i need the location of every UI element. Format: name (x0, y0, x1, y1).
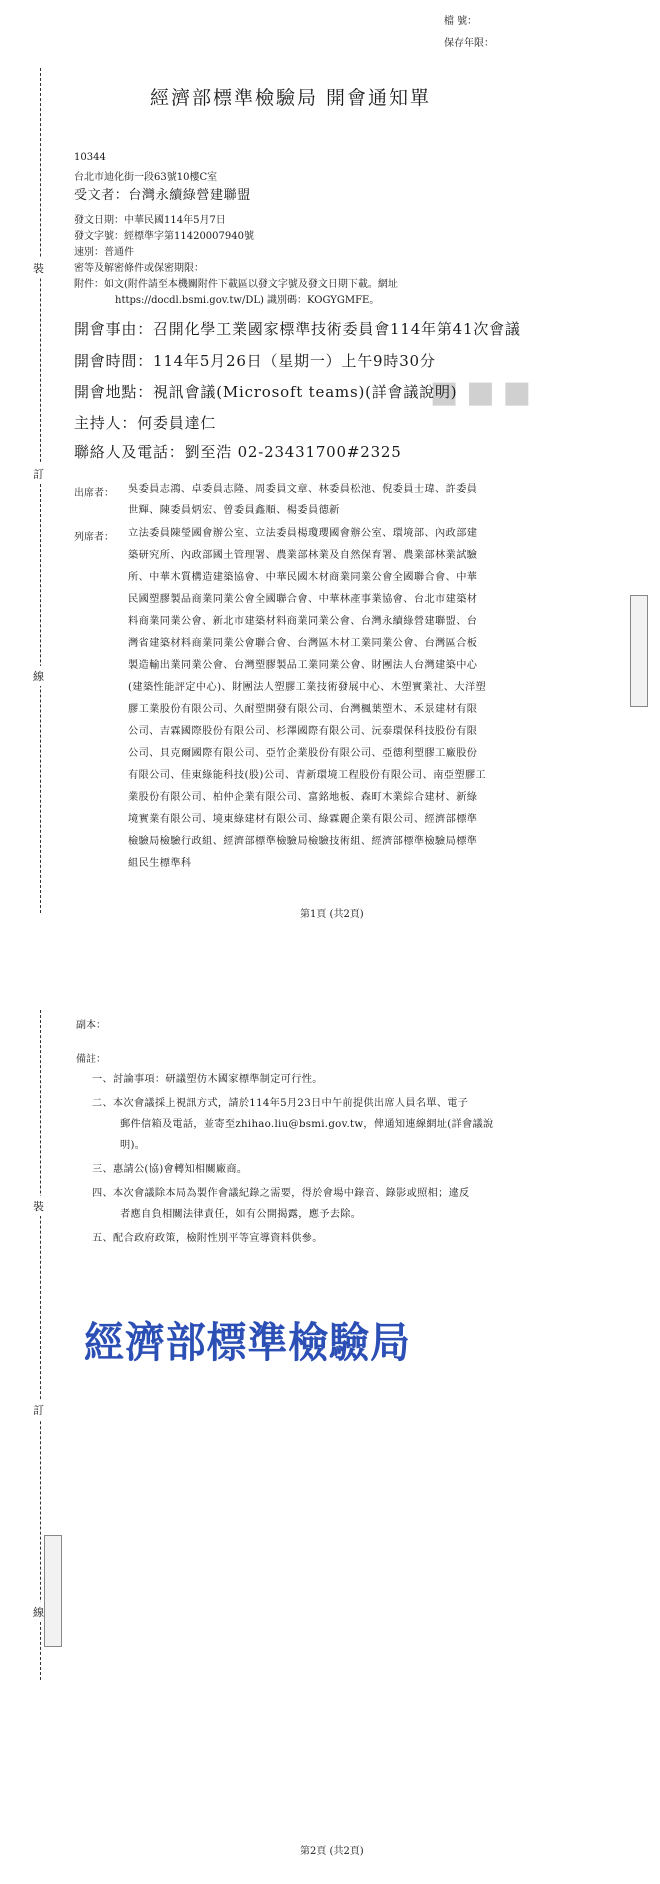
observers-line: 灣省建築材料商業同業公會聯合會、台灣區木材工業同業公會、台灣區合板 (128, 638, 478, 649)
note-item: 五、配合政府政策，檢附性別平等宣導資料供參。 (92, 1233, 323, 1244)
observers-line: 業股份有限公司、柏仲企業有限公司、富銘地板、森町木業綜合建材、新綠 (128, 792, 478, 803)
observers-line: 公司、貝克爾國際有限公司、亞竹企業股份有限公司、亞德利塑膠工廠股份 (128, 748, 478, 759)
issue-date: 發文日期：中華民國114年5月7日 (74, 215, 226, 226)
page1-number: 第1頁 (共2頁) (300, 909, 364, 920)
note-item-cont: 者應自負相關法律責任，如有公開揭露，應予去除。 (120, 1209, 362, 1220)
page2-number: 第2頁 (共2頁) (300, 1846, 364, 1857)
urgency: 速別：普通件 (74, 247, 134, 258)
binding-mark-zhuang: 裝 (33, 1196, 44, 1216)
meeting-subject: 開會事由：召開化學工業國家標準技術委員會114年第41次會議 (74, 320, 521, 338)
observers-line: 製造輸出業同業公會、台灣塑膠製品工業同業公會、財團法人台灣建築中心 (128, 660, 478, 671)
meeting-chair: 主持人：何委員達仁 (74, 414, 217, 432)
attachment-line1: 附件：如文(附件請至本機關附件下載區以發文字號及發文日期下載。網址 (74, 279, 398, 290)
note-item-cont: 明)。 (120, 1140, 146, 1151)
document-title: 經濟部標準檢驗局 開會通知單 (150, 87, 432, 109)
observers-line: 膠工業股份有限公司、久耐塑開發有限公司、台灣楓葉塑木、禾景建材有限 (128, 704, 478, 715)
note-item: 三、惠請公(協)會轉知相關廠商。 (92, 1164, 248, 1175)
faded-seal-watermark: ■■■ (430, 375, 540, 410)
observers-line: 民國塑膠製品商業同業公會全國聯合會、中華林產事業協會、台北市建築材 (128, 594, 478, 605)
attendees-label: 出席者： (74, 488, 114, 499)
observers-line: 公司、吉霖國際股份有限公司、杉澤國際有限公司、沅泰環保科技股份有限 (128, 726, 478, 737)
observers-line: 料商業同業公會、新北市建築材料商業同業公會、台灣永續綠營建聯盟、台 (128, 616, 478, 627)
attendees-line: 世輝、陳委員炳宏、曾委員鑫順、楊委員德新 (128, 505, 340, 516)
meeting-time: 開會時間：114年5月26日（星期一）上午9時30分 (74, 352, 436, 370)
binding-mark-ding: 訂 (33, 464, 44, 484)
note-item: 一、討論事項：研議塑仿木國家標準制定可行性。 (92, 1074, 323, 1085)
note-item-cont: 郵件信箱及電話，並寄至zhihao.liu@bsmi.gov.tw，俾通知連線網址(詳會議說 (120, 1119, 494, 1130)
issue-number: 發文字號：經標準字第11420007940號 (74, 231, 254, 242)
binding-mark-zhuang: 裝 (33, 258, 44, 278)
retention-period-label: 保存年限： (444, 38, 494, 49)
observers-line: 築研究所、內政部國土管理署、農業部林業及自然保育署、農業部林業試驗 (128, 550, 478, 561)
recipient: 受文者：台灣永續綠營建聯盟 (74, 188, 251, 203)
confidentiality: 密等及解密條件或保密期限： (74, 263, 204, 274)
copy-to-label: 副本： (76, 1020, 106, 1031)
binding-mark-xian: 線 (33, 1602, 44, 1622)
observers-line: (建築性能評定中心)、財團法人塑膠工業技術發展中心、木塑實業社、大洋塑 (128, 682, 487, 693)
meeting-contact: 聯絡人及電話：劉至浩 02-23431700#2325 (74, 443, 402, 461)
observers-line: 組民生標準科 (128, 858, 192, 869)
binding-line-page1 (40, 68, 41, 913)
observers-line: 境實業有限公司、境東綠建材有限公司、綠霖麗企業有限公司、經濟部標準 (128, 814, 478, 825)
official-agency-stamp: 經濟部標準檢驗局 (84, 1318, 411, 1367)
meeting-place: 開會地點：視訊會議(Microsoft teams)(詳會議說明) (74, 383, 458, 401)
binding-mark-xian: 線 (33, 666, 44, 686)
observers-line: 檢驗局檢驗行政組、經濟部標準檢驗局檢驗技術組、經濟部標準檢驗局標準 (128, 836, 478, 847)
binding-mark-ding: 訂 (33, 1400, 44, 1420)
attachment-line2: https://docdl.bsmi.gov.tw/DL) 識別碼：KOGYGMFE。 (115, 295, 380, 306)
observers-line: 立法委員陳瑩國會辦公室、立法委員楊瓊瓔國會辦公室、環境部、內政部建 (128, 528, 478, 539)
note-item: 二、本次會議採上視訊方式，請於114年5月23日中午前提供出席人員名單、電子 (92, 1098, 469, 1109)
zip-code: 10344 (74, 152, 106, 163)
observers-label: 列席者： (74, 532, 114, 543)
observers-line: 所、中華木質構造建築協會、中華民國木材商業同業公會全國聯合會、中華 (128, 572, 478, 583)
address-street: 台北市迪化街一段63號10樓C室 (74, 172, 218, 183)
observers-line: 有限公司、佳東綠能科技(股)公司、青新環境工程股份有限公司、南亞塑膠工 (128, 770, 487, 781)
page-seal-strip (44, 1535, 62, 1647)
binding-line-page2 (40, 1010, 41, 1680)
attendees-line: 吳委員志鴻、卓委員志隆、周委員文章、林委員松池、倪委員士瑋、許委員 (128, 484, 478, 495)
note-item: 四、本次會議除本局為製作會議紀錄之需要，得於會場中錄音、錄影或照相；違反 (92, 1188, 470, 1199)
file-number-label: 檔 號： (444, 16, 478, 27)
page-seal-strip (630, 595, 648, 707)
notes-label: 備註： (76, 1054, 106, 1065)
